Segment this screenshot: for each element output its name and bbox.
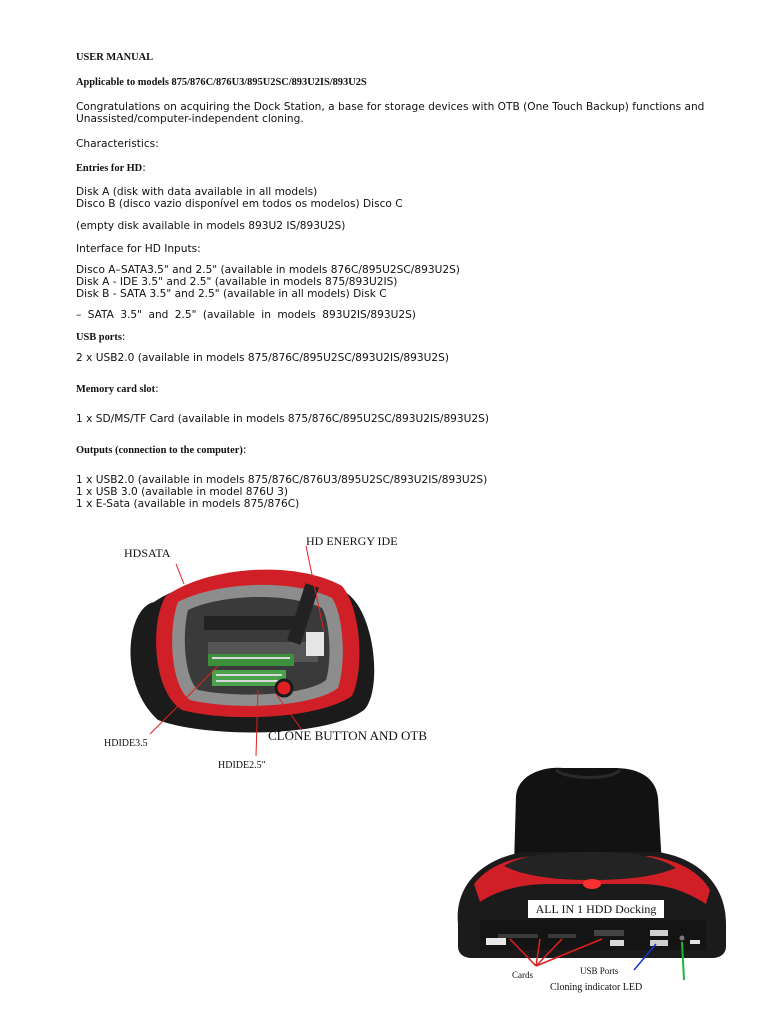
word: (available: [202, 309, 255, 321]
usb-colon: :: [121, 331, 126, 343]
outputs-heading-line: [76, 444, 246, 457]
usb-heading-line: [76, 331, 125, 344]
word: in: [261, 309, 271, 321]
interface-line-3: Disk B - SATA 3.5" and 2.5" (available in all models) Disk C: [76, 288, 387, 300]
word: SATA: [87, 309, 114, 321]
entries-heading-line: [76, 162, 146, 175]
memory-line: 1 x SD/MS/TF Card (available in models 875/876C/895U2SC/893U2IS/893U2S): [76, 413, 490, 425]
intro-line-2: Unassisted/computer-independent cloning.: [76, 113, 304, 125]
word: models: [277, 309, 316, 321]
disk-a-line: Disk A (disk with data available in all models): [76, 186, 318, 198]
label-cloning-led: Cloning indicator LED: [550, 982, 643, 993]
output-line-3: 1 x E-Sata (available in models 875/876C): [76, 498, 300, 510]
output-line-2: 1 x USB 3.0 (available in model 876U 3): [76, 486, 288, 498]
dock-front-view-figure: [444, 734, 736, 1000]
word: and: [148, 309, 169, 321]
word: 893U2IS/893U2S): [322, 309, 416, 321]
models-heading: Applicable to models 875/876C/876U3/895U2SC/893U2IS/893U2S: [76, 77, 367, 88]
usb-line: 2 x USB2.0 (available in models 875/876C/895U2SC/893U2IS/893U2S): [76, 352, 450, 364]
word: 3.5": [120, 309, 143, 321]
interface-line-4: [76, 309, 416, 321]
label-usb-ports: USB Ports: [580, 966, 619, 976]
interface-line-1: Disco A–SATA3.5" and 2.5" (available in models 876C/895U2SC/893U2S): [76, 264, 460, 276]
characteristics-label: Characteristics:: [76, 138, 159, 150]
dock-front-view-illustration: [444, 734, 736, 1000]
label-hdide25: HDIDE2.5": [218, 760, 266, 771]
memory-colon: :: [155, 383, 159, 395]
outputs-colon: :: [242, 444, 247, 456]
label-clone-button: CLONE BUTTON AND OTB: [268, 728, 428, 743]
outputs-heading: Outputs (connection to the computer): [76, 445, 243, 456]
disk-b-line: Disco B (disco vazio disponível em todos os modelos) Disco C: [76, 198, 403, 210]
entries-heading: Entries for HD: [76, 163, 143, 174]
usb-heading: USB ports: [76, 332, 122, 343]
output-line-1: 1 x USB2.0 (available in models 875/876C/876U3/895U2SC/893U2IS/893U2S): [76, 474, 488, 486]
label-hdide35: HDIDE3.5: [104, 738, 148, 749]
empty-disk-line: (empty disk available in models 893U2 IS/893U2S): [76, 220, 346, 232]
manual-title: USER MANUAL: [76, 52, 154, 63]
entries-colon: :: [142, 162, 146, 174]
word: 2.5": [174, 309, 197, 321]
memory-heading: Memory card slot: [76, 384, 156, 395]
label-hd-energy-ide: HD ENERGY IDE: [306, 534, 398, 548]
intro-line-1: Congratulations on acquiring the Dock Station, a base for storage devices with OTB (One Touch Backup) functions and: [76, 101, 705, 113]
word: –: [76, 309, 82, 321]
label-hdsata: HDSATA: [124, 546, 171, 560]
dock-top-view-figure: [66, 524, 438, 782]
banner-label: ALL IN 1 HDD Docking: [528, 900, 664, 918]
interface-heading: Interface for HD Inputs:: [76, 243, 201, 255]
interface-line-2: Disk A - IDE 3.5" and 2.5" (available in models 875/893U2IS): [76, 276, 398, 288]
memory-heading-line: [76, 383, 159, 396]
label-cards: Cards: [512, 970, 533, 980]
